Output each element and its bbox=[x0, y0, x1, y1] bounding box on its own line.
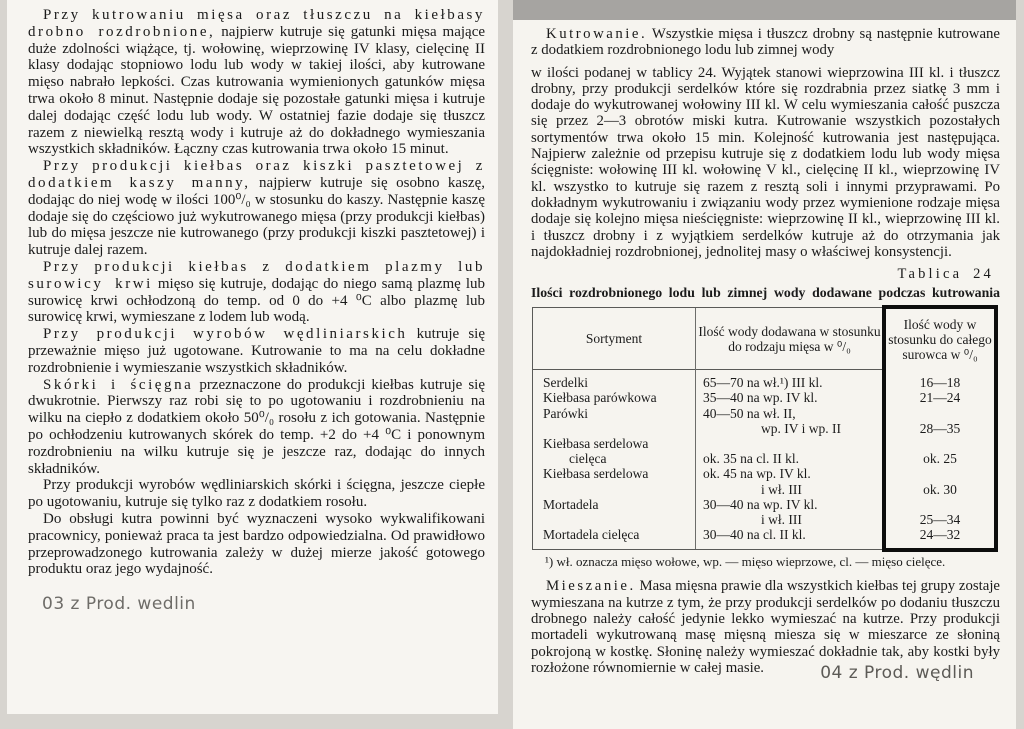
header-total: Ilość wody w stosunku do całego surowca w ⁰/₀ bbox=[888, 316, 992, 362]
paragraph-text: mięso się kutruje, dodając do niego samą plazmę lub surowicę krwi ochłodzoną do temp. od 0 do +4 ⁰C albo plazmę lub surowicę krwi, wymieszane z lodem lub wodą. bbox=[28, 275, 485, 326]
cell-total: 16—18 bbox=[919, 375, 961, 391]
table-body bbox=[533, 370, 996, 549]
paragraph-skorki-sciegna bbox=[28, 377, 485, 478]
paragraph-mieszanie bbox=[531, 578, 1000, 676]
table-header-row bbox=[533, 308, 996, 370]
page-right bbox=[513, 0, 1016, 729]
cell-dose: ok. 35 na cl. II kl. bbox=[703, 451, 799, 467]
paragraph-kutrowanie-body: w ilości podanej w tablicy 24. Wyjątek stanowi wieprzowina III kl. i tłuszcz drobny, przy produkcji serdelków które się rozdrabnia przez siatkę 3 mm i dodaje do wykutrowanej wołowiny III kl. W celu wymieszania całość puszcza się przez 2—3 obrotów miski kutra. Kutrowanie wszystkich pozostałych sortymentów trwa około 15 min. Kolejność kutrowania jest następująca. Najpierw zależnie od przepisu kutruje się z dodatkiem lodu lub wody mięsa ścięgniste: wołowinę III kl. wołowinę V kl., cielęcinę II kl., wieprzowinę IV kl. wszystko to kutruje się razem z resztą soli i innymi przyprawami. Po dokładnym wykutrowaniu i związaniu wody przez wymienione rodzaje mięsa dodaje się kolejno mięsa nieścięgniste: wieprzowinę II kl., wieprzowinę III kl. i tłuszcz drobny i z wyjątkiem serdelków kutruje aż do otrzymania jak najdokładniej rozdrobnionej, jednolitej masy o właściwej konsystencji. bbox=[531, 64, 1000, 260]
cell-dose: 65—70 na wł.¹) III kl. bbox=[703, 375, 823, 391]
cell-total: ok. 25 bbox=[923, 451, 957, 467]
page-caption-right: 04 z Prod. wędlin bbox=[820, 663, 974, 684]
table-ilosci-wody bbox=[532, 307, 997, 550]
cell-sortyment: Kiełbasa serdelowa bbox=[543, 466, 649, 482]
header-sortyment: Sortyment bbox=[533, 308, 695, 370]
table-row bbox=[533, 466, 996, 496]
cell-sortyment: Kiełbasa serdelowa cielęca bbox=[543, 435, 649, 467]
table-row bbox=[533, 375, 996, 390]
paragraph-wyroby-wedliniarskie bbox=[28, 326, 485, 376]
paragraph-text: przeznaczone do produkcji kiełbas kutruje się dwukrotnie. Pierwszy raz robi się to po ugotowaniu i rozdrobnieniu na wilku na ciepło z dodatkiem około 50⁰/₀ rosołu z ich gotowania. Następnie po ochłodzeniu kutrowanych skórek do temp. +2 do +4 ⁰C i ponownym rozdrobnieniu na wilku kutruje się je jeszcze raz, dodając do innych składników. bbox=[28, 376, 485, 477]
paragraph-text: Wszystkie mięsa i tłuszcz drobny są następnie kutrowane z dodatkiem rozdrobnionego lodu lub zimnej wody bbox=[531, 26, 1000, 59]
paragraph-text: Do obsługi kutra powinni być wyznaczeni wysoko wykwalifikowani pracownicy, ponieważ praca ta jest bardzo odpowiedzialna. Od prawidłowo przeprowadzonego kutrowania zależy w dużej mierze jakość gotowego produktu oraz jego wydajność. bbox=[28, 510, 485, 578]
page-caption-left: 03 z Prod. wedlin bbox=[42, 594, 196, 615]
cell-dose: 30—40 na wp. IV kl. i wł. III bbox=[703, 496, 818, 527]
paragraph-lead: Przy produkcji kiełbas z dodatkiem plazmy lub surowicy krwi bbox=[28, 258, 485, 292]
cell-dose: 40—50 na wł. II, wp. IV i wp. II bbox=[703, 405, 841, 436]
paragraph-lead: Przy produkcji kiełbas oraz kiszki pasztetowej z dodatkiem kaszy manny, bbox=[28, 158, 485, 191]
cell-sortyment: Serdelki bbox=[543, 375, 588, 391]
paragraph-obsluga-kutra bbox=[28, 511, 485, 578]
table-column-divider bbox=[695, 308, 696, 549]
cell-sortyment: Parówki bbox=[543, 405, 588, 421]
paragraph-text: Masa mięsna prawie dla wszystkich kiełbas tej grupy zostaje wymieszana na kutrze z tym, że przy produkcji serdelków po dodaniu tłuszczu drobnego należy całość jedynie lekko wymieszać na kutrze. Przy produkcji mortadeli wykutrowaną masę mięsną miesza się w mieszarce ze słoniną pokrojoną w kostkę. Słoninę należy wymieszać dokładnie tak, aby kostki były rozłożone równomiernie w całej masie. bbox=[531, 578, 1000, 676]
paragraph-text: kutruje się przeważnie mięso już ugotowane. Kutrowanie to ma na celu dokładne rozdrobnienie i wymieszanie wszystkich składników. bbox=[28, 326, 485, 376]
cell-sortyment: Kiełbasa parówkowa bbox=[543, 390, 657, 406]
table-row bbox=[533, 390, 996, 405]
paragraph-kutrowanie-kielbasy bbox=[28, 7, 485, 158]
paragraph-lead: Skórki i ścięgna bbox=[43, 376, 194, 393]
table-row bbox=[533, 497, 996, 527]
cell-total: 28—35 bbox=[919, 420, 961, 436]
table-footnote: ¹) wł. oznacza mięso wołowe, wp. — mięso wieprzowe, cl. — mięso cielęce. bbox=[545, 554, 946, 570]
table-row bbox=[533, 436, 996, 466]
paragraph-plazma-surowica bbox=[28, 259, 485, 326]
paragraph-text: Przy produkcji wyrobów wędliniarskich skórki i ścięgna, jeszcze ciepłe po ugotowaniu, kutruje się tylko raz z dodatkiem rosołu. bbox=[28, 477, 485, 511]
page-left bbox=[7, 0, 498, 714]
paragraph-lead: Przy kutrowaniu mięsa oraz tłuszczu na kiełbasy drobno rozdrobnione, bbox=[28, 7, 485, 40]
paragraph-lead: Mieszanie. bbox=[546, 578, 636, 595]
cell-total: ok. 30 bbox=[923, 481, 957, 497]
paragraph-lead: Kutrowanie. bbox=[546, 26, 648, 42]
cell-total: 24—32 bbox=[919, 527, 961, 543]
cell-dose: ok. 45 na wp. IV kl. i wł. III bbox=[703, 466, 811, 497]
table-row bbox=[533, 406, 996, 436]
table-number-label: Tablica 24 bbox=[897, 266, 994, 283]
cell-total: 25—34 bbox=[919, 511, 961, 527]
cell-dose: 35—40 na wp. IV kl. bbox=[703, 390, 818, 406]
cell-sortyment: Mortadela cielęca bbox=[543, 527, 640, 543]
paragraph-skorki-raz bbox=[28, 477, 485, 511]
table-row bbox=[533, 527, 996, 542]
paragraph-lead: Przy produkcji wyrobów wędliniarskich bbox=[43, 326, 408, 343]
header-dose: Ilość wody dodawana w stosunku do rodzaju mięsa w ⁰/₀ bbox=[695, 308, 884, 370]
cell-sortyment: Mortadela bbox=[543, 496, 599, 512]
paragraph-text: najpierw kutruje się gatunki mięsa mające duże zdolności wiążące, tj. wołowinę, wieprzowinę IV klasy, cielęcinę II klasy dodając stopniowo lodu lub wody w takiej ilości, aby kutrowane mięso nabrało lepkości. Czas kutrowania wymienionych gatunków mięsa trwa około 8 minut. Następnie dodaje się pozostałe gatunki mięsa i kutruje dalej dodając część lodu lub wody. W ostatniej fazie dodaje się tłuszcz razem z niewielką resztą wody i kutruje aż do dokładnego wymieszania wszystkich składników. Łączny czas kutrowania trwa około 15 minut. bbox=[28, 23, 486, 158]
paragraph-kutrowanie-intro bbox=[531, 26, 1000, 59]
paragraph-kiszki-pasztetowej bbox=[28, 158, 485, 259]
paragraph-text: najpierw kutruje się osobno kaszę, dodając do niej wodę w ilości 100⁰/₀ w stosunku do kaszy. Następnie kaszę dodaje się do częściowo już wykutrowanego mięsa (przy produkcji kiełbas) lub do mięsa jeszcze nie kutrowanego (przy produkcji kiszki pasztetowej) i kutruje dalej razem. bbox=[28, 174, 485, 259]
table-title: Ilości rozdrobnionego lodu lub zimnej wody dodawane podczas kutrowania bbox=[531, 285, 1000, 301]
cell-total: 21—24 bbox=[919, 390, 961, 406]
cell-dose: 30—40 na cl. II kl. bbox=[703, 527, 806, 543]
page-right-content bbox=[531, 0, 1000, 683]
